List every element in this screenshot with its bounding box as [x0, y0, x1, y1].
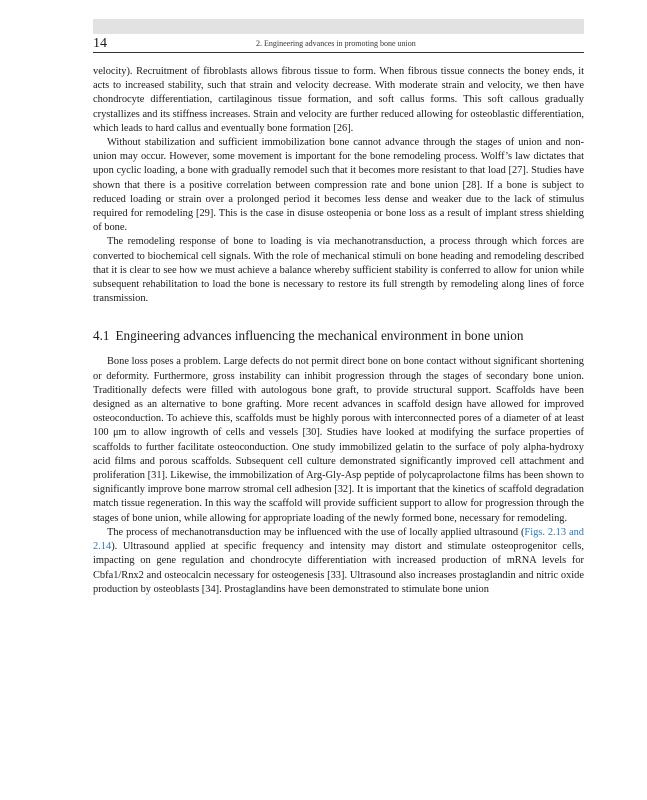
section-number: 4.1 [93, 328, 110, 344]
section-title: Engineering advances influencing the mechanical environment in bone union [115, 328, 524, 344]
page-body [93, 65, 584, 597]
figure-link[interactable]: Figs. 2.13 and 2.14 [93, 526, 584, 553]
body-paragraph [93, 526, 584, 597]
header-bar [93, 19, 584, 34]
body-paragraph: Bone loss poses a problem. Large defects do not permit direct bone on bone contact without significant shortening or deformity. Furthermore, gross instability can inhibit progression through the stages of secondary bone union. Traditionally defects were filled with autologous bone graft, to provide structural support. Scaffolds have been designed as an alternative to bone grafting. More recent advances in scaffold design have allowed for improved osteoconduction. To achieve this, scaffolds must be highly porous with interconnected pores of a diameter of at least 100 μm to allow ingrowth of cells and vessels [30]. Studies have looked at modifying the surface properties of scaffolds to further facilitate osteoconduction. One study immobilized gelatin to the surface of poly alpha-hydroxy acid films and porous scaffolds. Subsequent cell culture demonstrated significantly improved cell attachment and proliferation [31]. Likewise, the immobilization of Arg-Gly-Asp peptide of polycaprolactone films has been shown to significantly improve bone marrow stromal cell adhesion [32]. It is important that the kinetics of scaffold degradation match tissue regeneration. In this way the scaffold will provide sufficient support to allow for progression through the stages of bone union, while allowing for appropriate loading of the newly formed bone, necessary for remodeling. [93, 356, 584, 524]
chapter-title: 2. Engineering advances in promoting bone union [256, 39, 416, 48]
body-paragraph: Without stabilization and sufficient immobilization bone cannot advance through the stages of union and non-union may occur. However, some movement is important for the bone remodeling process. Wolff’s law dictates that upon cyclic loading, a bone with gradually remodel such that it becomes more resistant to that load [27]. Studies have shown that there is a positive correlation between compression rate and bone union [28]. If a bone is subject to reduced loading or strain over a prolonged period it becomes less dense and weaker due to the lack of stimulus required for remodeling [29]. This is the case in disuse osteopenia or bone loss as a result of implant stress shielding of bone. [93, 137, 584, 234]
paragraph-text: The process of mechanotransduction may be influenced with the use of locally applied ultrasound ( [107, 526, 525, 538]
body-paragraph: velocity). Recruitment of fibroblasts allows fibrous tissue to form. When fibrous tissue connects the boney ends, it acts to increased stability, such that strain and velocity decrease. With moderate strain and velocity, we then have chondrocyte differentiation, cartilaginous tissue formation, and soft callus forms. This soft callous gradually crystallizes and its stiffness increases. Strain and velocity are further reduced allowing for osteoblastic differentiation, which leads to hard callus and eventually bone formation [26]. [93, 66, 584, 134]
running-head [93, 36, 584, 53]
paragraph-text: ). Ultrasound applied at specific frequency and intensity may distort and stimulate osteoprogenitor cells, impacting on gene regulation and chondrocyte differentiation with increased production of mRNA levels for Cbfa1/Rnx2 and osteocalcin necessary for osteogenesis [33]. Ultrasound also increases prostaglandin and nitric oxide production by osteoblasts [34]. Prostaglandins have been demonstrated to stimulate bone union [93, 541, 584, 595]
page-number: 14 [93, 36, 107, 51]
section-heading [93, 327, 584, 344]
body-paragraph: The remodeling response of bone to loading is via mechanotransduction, a process through which forces are converted to biochemical cell signals. With the role of mechanical stimuli on bone heading and remodeling described that it is clear to see how we must achieve a balance whereby sufficient stability is conferred to allow for union while subsequent rehabilitation to load the bone is necessary to restore its full strength by remodeling along lines of force transmission. [93, 236, 584, 305]
